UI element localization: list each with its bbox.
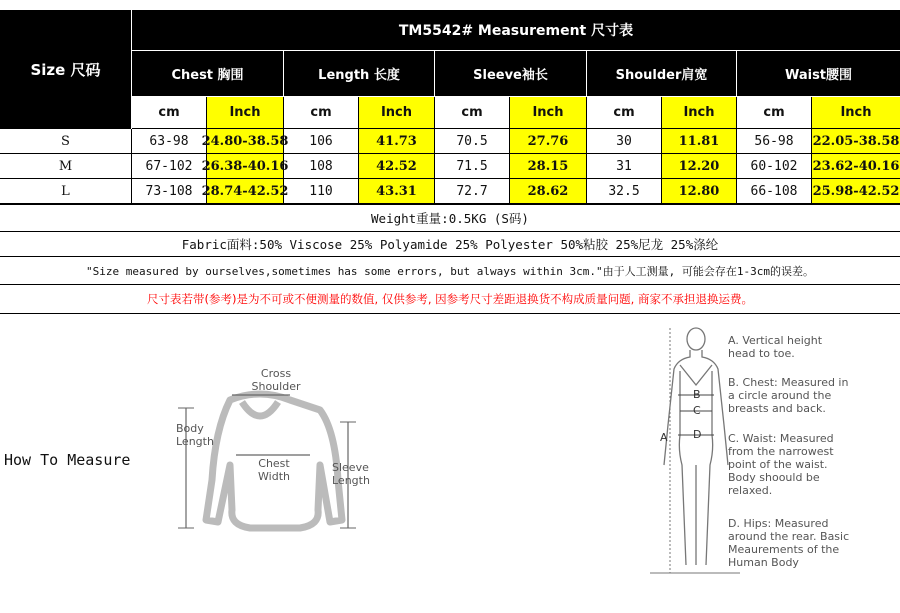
col-header-chest bbox=[132, 51, 284, 97]
unit-inch: Inch bbox=[662, 97, 737, 129]
inch-value-cell: 12.20 bbox=[662, 154, 737, 179]
col-header-waist-label: Waist腰围 bbox=[784, 68, 853, 83]
inch-value-cell: 25.98-42.52 bbox=[812, 179, 900, 204]
col-header-sleeve bbox=[435, 51, 587, 97]
warning-note bbox=[0, 285, 900, 314]
inch-value-cell: 22.05-38.58 bbox=[812, 129, 900, 154]
unit-cm: cm bbox=[284, 97, 359, 129]
table-title-cell bbox=[132, 10, 900, 51]
cm-value-cell: 60-102 bbox=[737, 154, 812, 179]
inch-value-cell: 11.81 bbox=[662, 129, 737, 154]
weight-note bbox=[0, 205, 900, 232]
size-cell: L bbox=[0, 179, 132, 204]
cm-value-cell: 70.5 bbox=[435, 129, 510, 154]
unit-cm: cm bbox=[435, 97, 510, 129]
cm-value-cell: 108 bbox=[284, 154, 359, 179]
body-diagram bbox=[650, 325, 740, 577]
body-letter-d: D bbox=[693, 428, 702, 441]
sleeve-length-label: Sleeve Length bbox=[332, 461, 370, 487]
cm-value-cell: 63-98 bbox=[132, 129, 207, 154]
unit-cm: cm bbox=[737, 97, 812, 129]
cm-value-cell: 66-108 bbox=[737, 179, 812, 204]
body-length-label: Body Length bbox=[176, 422, 214, 448]
body-letter-c: C bbox=[693, 404, 701, 417]
cm-value-cell: 72.7 bbox=[435, 179, 510, 204]
how-to-measure-label: How To Measure bbox=[4, 451, 131, 469]
col-header-length bbox=[284, 51, 435, 97]
col-header-chest-label: Chest 胸围 bbox=[171, 68, 244, 83]
warning-text: 尺寸表若带(参考)是为不可或不便测量的数值, 仅供参考, 因参考尺寸差距退换货不构成质量问题, 商家不承担退换运费。 bbox=[147, 292, 753, 306]
inch-value-cell: 43.31 bbox=[359, 179, 435, 204]
cm-value-cell: 73-108 bbox=[132, 179, 207, 204]
size-header-label: Size 尺码 bbox=[30, 61, 101, 79]
cm-value-cell: 71.5 bbox=[435, 154, 510, 179]
unit-cm: cm bbox=[587, 97, 662, 129]
cm-value-cell: 106 bbox=[284, 129, 359, 154]
inch-value-cell: 41.73 bbox=[359, 129, 435, 154]
inch-value-cell: 28.15 bbox=[510, 154, 587, 179]
inch-value-cell: 28.62 bbox=[510, 179, 587, 204]
col-header-waist bbox=[737, 51, 900, 97]
table-title: TM5542# Measurement 尺寸表 bbox=[398, 23, 634, 39]
inch-value-cell: 26.38-40.16 bbox=[207, 154, 284, 179]
cm-value-cell: 56-98 bbox=[737, 129, 812, 154]
size-cell: S bbox=[0, 129, 132, 154]
body-note-a: A. Vertical height head to toe. bbox=[728, 334, 823, 360]
body-note-b: B. Chest: Measured in a circle around the breasts and back. bbox=[728, 376, 849, 415]
unit-inch: Inch bbox=[207, 97, 284, 129]
inch-value-cell: 28.74-42.52 bbox=[207, 179, 284, 204]
cm-value-cell: 31 bbox=[587, 154, 662, 179]
col-header-shoulder-label: Shoulder肩宽 bbox=[615, 68, 708, 83]
fabric-text: Fabric面料:50% Viscose 25% Polyamide 25% Polyester 50%粘胶 25%尼龙 25%涤纶 bbox=[181, 237, 719, 252]
disclaimer-text: "Size measured by ourselves,sometimes has some errors, but always within 3cm."由于人工测量, 可能会存在1-3cm的误差。 bbox=[86, 264, 814, 278]
inch-value-cell: 42.52 bbox=[359, 154, 435, 179]
body-note-c: C. Waist: Measured from the narrowest point of the waist. Body shoould be relaxed. bbox=[728, 432, 834, 497]
unit-inch: Inch bbox=[812, 97, 900, 129]
chest-width-label: Chest Width bbox=[258, 457, 290, 483]
col-header-sleeve-label: Sleeve袖长 bbox=[473, 68, 548, 83]
col-header-length-label: Length 长度 bbox=[318, 68, 400, 83]
body-letter-a: A bbox=[660, 431, 668, 444]
weight-text: Weight重量:0.5KG (S码) bbox=[371, 211, 529, 226]
cm-value-cell: 110 bbox=[284, 179, 359, 204]
unit-cm: cm bbox=[132, 97, 207, 129]
size-cell: M bbox=[0, 154, 132, 179]
body-letter-b: B bbox=[693, 388, 701, 401]
inch-value-cell: 23.62-40.16 bbox=[812, 154, 900, 179]
cm-value-cell: 30 bbox=[587, 129, 662, 154]
body-note-d: D. Hips: Measured around the rear. Basic Meaurements of the Human Body bbox=[728, 517, 850, 569]
fabric-note bbox=[0, 232, 900, 257]
unit-inch: Inch bbox=[359, 97, 435, 129]
col-header-shoulder bbox=[587, 51, 737, 97]
inch-value-cell: 24.80-38.58 bbox=[207, 129, 284, 154]
unit-inch: Inch bbox=[510, 97, 587, 129]
cm-value-cell: 32.5 bbox=[587, 179, 662, 204]
size-header-cell bbox=[0, 10, 132, 129]
inch-value-cell: 12.80 bbox=[662, 179, 737, 204]
cross-shoulder-label: Cross Shoulder bbox=[251, 367, 301, 393]
disclaimer-note bbox=[0, 257, 900, 285]
cm-value-cell: 67-102 bbox=[132, 154, 207, 179]
inch-value-cell: 27.76 bbox=[510, 129, 587, 154]
